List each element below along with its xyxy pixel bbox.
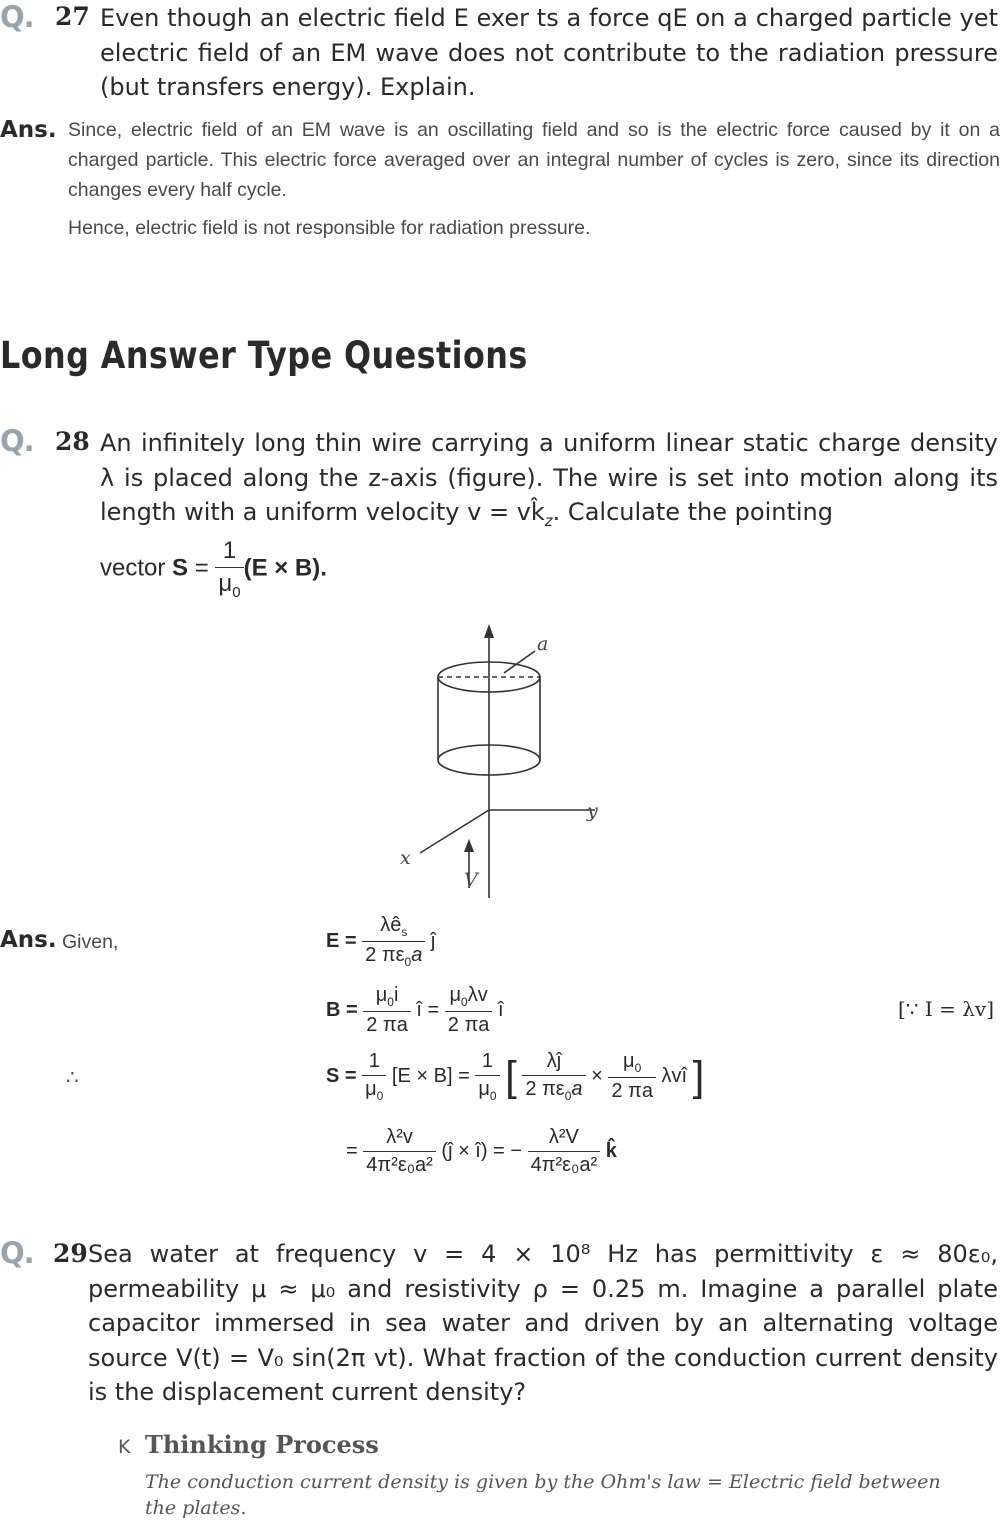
- radius-marker: [504, 651, 535, 673]
- equation-E: E = $\frac{\lambda ê_s}{2 \pi\varepsilon_0a}$ ĵ: [326, 914, 436, 969]
- thinking-process-marker: K: [118, 1436, 131, 1458]
- equation-S-result: = $\frac{\text{λ²v}}{\text{4π²ε₀a²}}$ (ĵ × î) = − $\frac{\text{λ²V}}{\text{4π²ε₀a²}}$ k̂: [346, 1126, 617, 1176]
- therefore-symbol: ∴: [66, 1067, 79, 1089]
- question-marker: Q.: [0, 0, 34, 34]
- label-a: a: [537, 633, 549, 655]
- label-y: y: [587, 800, 598, 822]
- wire-cylinder-figure: [380, 620, 620, 910]
- question-marker: Q.: [0, 424, 34, 458]
- question-number: 28: [55, 427, 90, 456]
- question-28-text: An infinitely long thin wire carrying a uniform linear static charge density λ is placed along the z-axis (figure). The wire is set into motion along its length with a uniform velocity $v = vk̂_z$. Calculate the pointing: [100, 429, 998, 530]
- label-x: x: [400, 847, 411, 869]
- question-27-text: Even though an electric field E exer ts a force qE on a charged particle yet electric field of an EM wave does not contribute to the radiation pressure (but transfers energy). Explain.: [100, 4, 998, 101]
- answer-27-conclusion: Hence, electric field is not responsible for radiation pressure.: [68, 217, 591, 239]
- answer-label: Ans.: [0, 117, 57, 143]
- answer-27-paragraph: Since, electric field of an EM wave is an oscillating field and so is the electric force caused by it on a charged particle. This electric force averaged over an integral number of cycles is zero, since its direction changes every half cycle.: [68, 119, 1000, 201]
- label-v: V: [464, 869, 478, 891]
- equation-B: B = $\frac{\mu_0i}{2 \pi a}$ î = $\frac{\mu_0\lambda v}{2 \pi a}$ î: [326, 984, 504, 1036]
- equation-B-note: [∵ I = λv]: [898, 997, 995, 1021]
- question-marker: Q.: [0, 1236, 34, 1270]
- z-axis-arrowhead: [484, 624, 494, 638]
- question-number: 29: [53, 1239, 88, 1268]
- given-label: Given,: [62, 931, 119, 953]
- question-number: 27: [55, 2, 90, 31]
- thinking-process-heading: Thinking Process: [145, 1430, 379, 1459]
- x-axis: [420, 810, 489, 853]
- answer-label: Ans.: [0, 927, 57, 953]
- question-29-text: Sea water at frequency v = 4 × 10⁸ Hz has permittivity ε ≈ 80ε₀, permeability μ ≈ μ₀ and resistivity ρ = 0.25 m. Imagine a parallel plate capacitor immersed in sea water and driven by an alternating voltage source V(t) = V₀ sin(2π vt). What fraction of the conduction current density is the displacement current density?: [88, 1240, 998, 1406]
- section-heading: Long Answer Type Questions: [0, 334, 528, 377]
- equation-S: S = $\frac{1}{\mu_0}$ [E × B] = $\frac{1}{\mu_0}$ [ $\frac{\lambda ĵ}{2 \pi\varepsilon_0a}$ × $\frac{\mu_0}{2 \pi a}$ λvî ]: [326, 1050, 705, 1103]
- velocity-arrowhead: [464, 839, 474, 852]
- thinking-process-text: The conduction current density is given by the Ohm's law = Electric field between the plates.: [145, 1471, 941, 1519]
- poynting-vector-formula: vector S = $\frac{1}{\mu_0}$ (E × B).: [100, 537, 327, 601]
